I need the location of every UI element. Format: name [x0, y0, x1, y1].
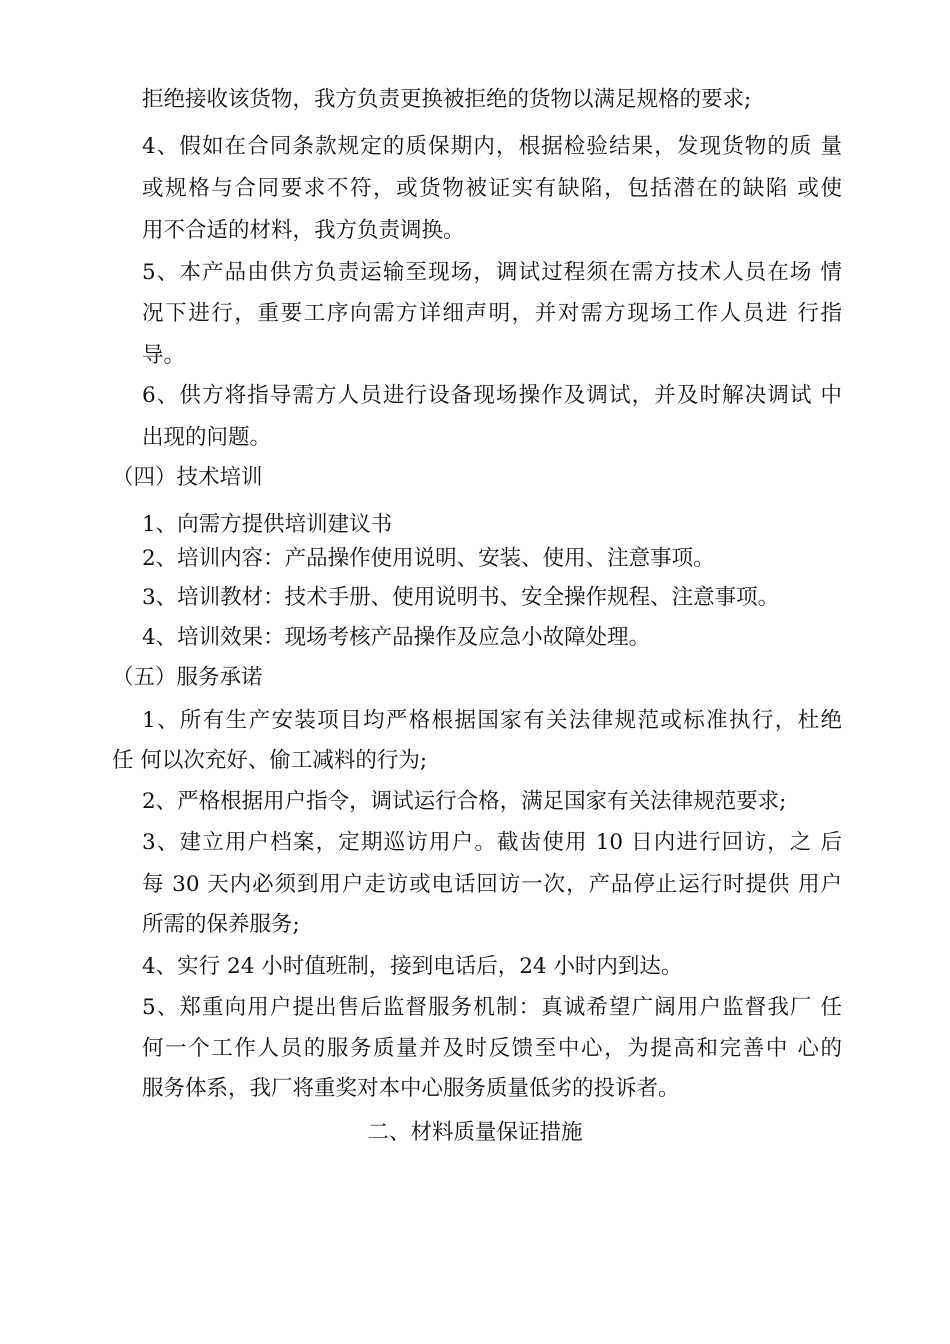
text-line: 1、所有生产安装项目均严格根据国家有关法律规范或标准执行，杜绝 — [142, 708, 842, 733]
text-line: 所需的保养服务; — [142, 912, 300, 937]
text-line: 导。 — [142, 343, 186, 368]
text-line: 出现的问题。 — [142, 425, 272, 450]
text-line: 5、本产品由供方负责运输至现场，调试过程须在需方技术人员在场 情 — [142, 260, 842, 285]
text-line: 或规格与合同要求不符，或货物被证实有缺陷，包括潜在的缺陷 或使 — [142, 176, 842, 201]
text-line: 用不合适的材料，我方负责调换。 — [142, 218, 465, 243]
chapter-heading: 二、材料质量保证措施 — [367, 1120, 583, 1145]
text-line: 4、假如在合同条款规定的质保期内，根据检验结果，发现货物的质 量 — [142, 134, 842, 159]
text-line: 3、建立用户档案，定期巡访用户。截齿使用 10 日内进行回访，之 后 — [142, 830, 842, 855]
text-line: 5、郑重向用户提出售后监督服务机制：真诚希望广阔用户监督我厂 任 — [142, 995, 842, 1020]
text-line: 拒绝接收该货物，我方负责更换被拒绝的货物以满足规格的要求; — [142, 87, 752, 112]
section-heading: （四）技术培训 — [112, 465, 263, 490]
text-line: 任 何以次充好、偷工减料的行为; — [112, 748, 428, 773]
text-line: 服务体系，我厂将重奖对本中心服务质量低劣的投诉者。 — [142, 1076, 680, 1101]
text-line: 3、培训教材：技术手册、使用说明书、安全操作规程、注意事项。 — [142, 585, 780, 610]
text-line: 2、培训内容：产品操作使用说明、安装、使用、注意事项。 — [142, 546, 715, 571]
text-line: 况下进行，重要工序向需方详细声明，并对需方现场工作人员进 行指 — [142, 301, 842, 326]
text-line: 4、实行 24 小时值班制，接到电话后，24 小时内到达。 — [142, 954, 683, 979]
text-line: 2、严格根据用户指令，调试运行合格，满足国家有关法律规范要求; — [142, 789, 787, 814]
section-heading: （五）服务承诺 — [112, 665, 263, 690]
text-line: 每 30 天内必须到用户走访或电话回访一次，产品停止运行时提供 用户 — [142, 872, 842, 897]
text-line: 何一个工作人员的服务质量并及时反馈至中心，为提高和完善中 心的 — [142, 1036, 842, 1061]
text-line: 4、培训效果：现场考核产品操作及应急小故障处理。 — [142, 625, 651, 650]
text-line: 1、向需方提供培训建议书 — [142, 512, 393, 537]
text-line: 6、供方将指导需方人员进行设备现场操作及调试，并及时解决调试 中 — [142, 383, 842, 408]
